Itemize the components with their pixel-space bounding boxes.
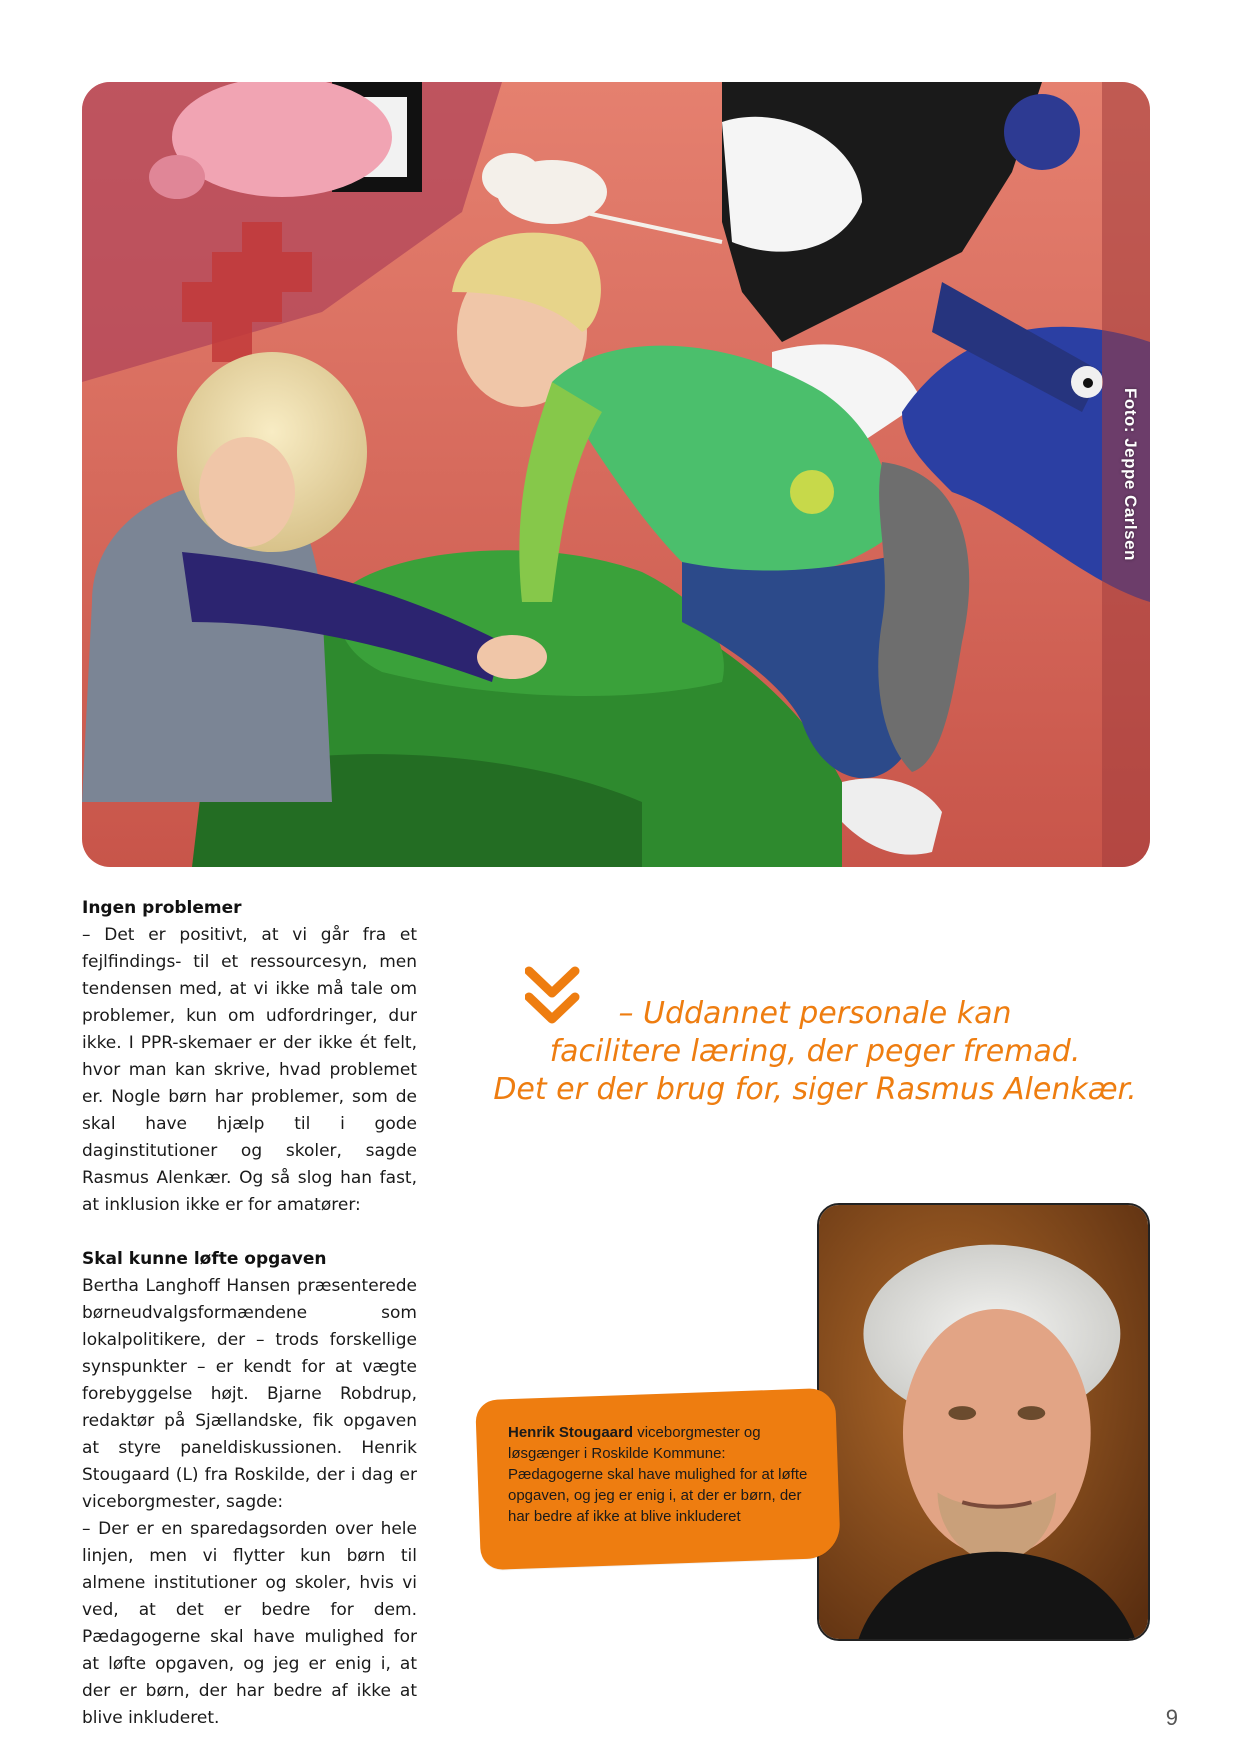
pull-quote-line: Det er der brug for, siger Rasmus Alenkær.: [493, 1072, 1137, 1107]
hero-photo: [82, 82, 1150, 867]
photo-credit: Foto: Jeppe Carlsen: [1121, 388, 1140, 561]
article-column: [82, 895, 417, 1732]
photo-caption: [508, 1422, 808, 1527]
children-playing-illustration: [82, 82, 1150, 867]
caption-name: Henrik Stougaard: [508, 1424, 634, 1441]
body-paragraph: – Der er en sparedagsorden over hele linjen, men vi flytter kun børn til almene institutioner og skoler, hvis vi ved, at det er bedre for dem. Pædagogerne skal have mulighed for at løfte opgaven, og jeg er enig i, at der er børn, der har bedre af ikke at blive inkluderet.: [82, 1519, 417, 1728]
man-portrait-illustration: [819, 1205, 1148, 1639]
caption-body: viceborgmester og løsgænger i Roskilde Kommune: Pædagogerne skal have mulighed for at løfte opgaven, og jeg er enig i, at der er børn, der har bedre af ikke at blive inkluderet: [508, 1424, 808, 1525]
portrait-photo: [817, 1203, 1150, 1641]
body-paragraph: – Det er positivt, at vi går fra et fejlfindings- til et ressourcesyn, men tendensen med, at vi ikke må tale om problemer, kun om udfordringer, dur ikke. I PPR-skemaer er der ikke ét felt, hvor man kan skrive, hvad problemet er. Nogle børn har problemer, som de skal have hjælp til i gode daginstitutioner og skoler, sagde Rasmus Alenkær. Og så slog han fast, at inklusion ikke er for amatører:: [82, 925, 417, 1215]
pull-quote: [490, 995, 1140, 1109]
body-paragraph: Bertha Langhoff Hansen præsenterede børneudvalgsformændene som lokalpolitikere, der – trods forskellige synspunkter – er kendt for at vægte forebyggelse højt. Bjarne Robdrup, redaktør på Sjællandske, fik opgaven at styre paneldiskussionen. Henrik Stougaard (L) fra Roskilde, der i dag er viceborgmester, sagde:: [82, 1276, 417, 1512]
pull-quote-line: – Uddannet personale kan: [618, 996, 1012, 1031]
pull-quote-line: facilitere læring, der peger fremad.: [549, 1034, 1081, 1069]
page-number: 9: [1165, 1705, 1178, 1730]
section-heading: Skal kunne løfte opgaven: [82, 1249, 327, 1269]
section-heading: Ingen problemer: [82, 898, 242, 918]
